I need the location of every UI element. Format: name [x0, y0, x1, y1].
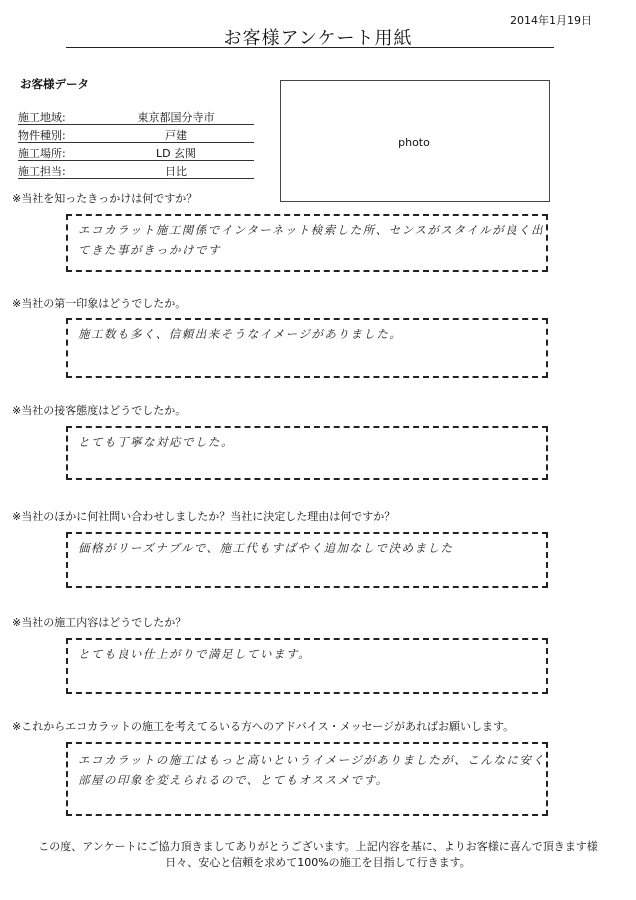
question-5: ※当社の施工内容はどうでしたか？: [12, 616, 187, 629]
info-label-location: 施工場所:: [18, 147, 66, 160]
answer-4: 価格がリーズナブルで、施工代もすばやく追加なしで決めました: [78, 541, 454, 555]
info-value-location: LD 玄関: [155, 147, 197, 160]
info-value-staff: 日比: [165, 165, 187, 178]
question-1: ※当社を知ったきっかけは何ですか？: [12, 192, 198, 205]
question-3: ※当社の接客態度はどうでしたか。: [12, 404, 187, 417]
answer-6: エコカラットの施工はもっと高いというイメージがありましたが、こんなに安く部屋の印象を変えられるので、とてもオススメです。: [78, 753, 546, 787]
answer-1: エコカラット施工関係でインターネット検索した所、センスがスタイルが良く出てきた事がきっかけです: [78, 223, 545, 257]
answer-5: とても良い仕上がりで満足しています。: [78, 647, 312, 661]
survey-date: 2014年1月19日: [510, 14, 592, 27]
info-label-property-type: 物件種別:: [18, 129, 66, 142]
customer-data-heading: お客様データ: [20, 77, 89, 91]
footer-line-1: この度、アンケートにご協力頂きましてありがとうございます。上記内容を基に、よりお客様に喜んで頂きます様: [38, 840, 598, 853]
info-row-staff: [18, 160, 254, 179]
title-underline: [66, 47, 554, 48]
answer-2: 施工数も多く、信頼出来そうなイメージがありました。: [78, 327, 403, 341]
info-row-property-type: [18, 124, 254, 143]
answer-3: とても丁寧な対応でした。: [78, 435, 234, 449]
footer-line-2: 日々、安心と信頼を求めて100%の施工を目指して行きます。: [165, 856, 471, 869]
page-title: お客様アンケート用紙: [223, 28, 413, 49]
info-label-area: 施工地域:: [18, 111, 66, 124]
info-row-location: [18, 142, 254, 161]
question-2: ※当社の第一印象はどうでしたか。: [12, 297, 187, 310]
photo-placeholder-label: photo: [398, 136, 430, 149]
info-value-property-type: 戸建: [165, 129, 187, 142]
info-label-staff: 施工担当:: [18, 165, 66, 178]
question-6: ※これからエコカラットの施工を考えてるいる方へのアドバイス・メッセージがあればお願いします。: [12, 720, 515, 733]
question-4: ※当社のほかに何社問い合わせしましたか？当社に決定した理由は何ですか？: [12, 510, 396, 523]
info-row-area: [18, 106, 254, 125]
info-value-area: 東京都国分寺市: [137, 111, 215, 124]
